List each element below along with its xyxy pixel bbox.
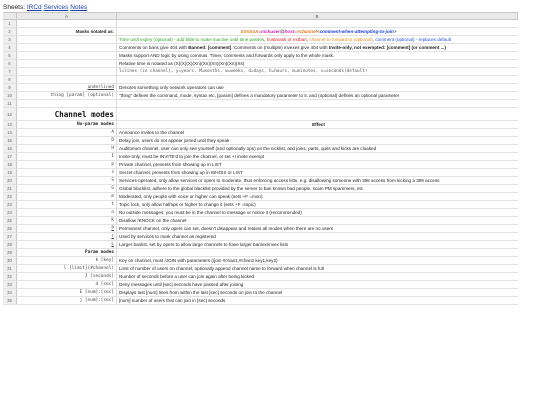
table-row	[3, 169, 518, 177]
separator: @	[279, 29, 285, 34]
cell-a[interactable]: d [sec]	[17, 281, 117, 288]
text-segment: Comments on bans give 404 with	[119, 45, 189, 50]
row-number[interactable]: 14	[3, 129, 17, 136]
cell-a[interactable]: K	[17, 217, 117, 224]
cell-a[interactable]: thing [param] (optional)	[17, 92, 117, 99]
table-row	[3, 185, 518, 193]
table-row	[3, 265, 518, 273]
expiry-token: XXnXnX	[240, 29, 259, 34]
row-number[interactable]: 11	[3, 100, 17, 107]
cell-b[interactable]: Secret channel, prevents from showing up in WHOIS or LIST	[119, 170, 243, 175]
cell-a[interactable]: t	[17, 201, 117, 208]
cell-b[interactable]: Masks support AND logic by using commas. Timer, comments and forwards only apply to the whole mask.	[119, 53, 335, 58]
table-row	[3, 297, 518, 305]
row-number[interactable]: 28	[3, 241, 17, 248]
cell-b[interactable]: Deny messages until [sec] seconds have passed after joining	[119, 282, 244, 287]
row-number[interactable]: 22	[3, 193, 17, 200]
table-row	[3, 233, 518, 241]
text-segment: Invite-only, not exempted: [comment] (or comment ...)	[328, 45, 446, 50]
cell-a[interactable]	[17, 36, 117, 43]
cell-a[interactable]: A	[17, 129, 117, 136]
row-number[interactable]: 27	[3, 233, 17, 240]
row-number[interactable]: 3	[3, 36, 17, 43]
table-row	[3, 137, 518, 145]
table-row	[3, 76, 518, 84]
row-number[interactable]: 23	[3, 201, 17, 208]
cell-a[interactable]	[17, 68, 117, 75]
row-number[interactable]: 6	[3, 60, 17, 67]
sheets-label: Sheets:	[3, 4, 26, 11]
cell-b[interactable]: No outside messages, you must be in the channel to message or notice it (recommended)	[119, 210, 302, 215]
cell-a[interactable]: L	[17, 241, 117, 248]
cell-a[interactable]: D	[17, 137, 117, 144]
host-token: host	[284, 29, 295, 34]
table-row	[3, 44, 518, 52]
cell-b[interactable]	[117, 108, 518, 120]
separator: =	[258, 29, 262, 34]
cell-b[interactable]: Topic lock, only allow halfops or higher to change it (sets +F =topic)	[119, 202, 256, 207]
row-number[interactable]: 18	[3, 161, 17, 168]
channel-token: #channel	[296, 29, 317, 34]
cell-a[interactable]: E [num]:[sec]	[17, 289, 117, 296]
cell-b[interactable]: Displays last [num] lines from within the last [sec] seconds on join to the channel	[119, 290, 283, 295]
column-header-row	[3, 12, 518, 20]
column-heading[interactable]: No-param modes	[17, 121, 117, 128]
cell-a[interactable]: G	[17, 185, 117, 192]
cell-b[interactable]: [num] number of users that can join in [sec] seconds	[119, 298, 226, 303]
row-number[interactable]: 19	[3, 169, 17, 176]
cell-b[interactable]	[117, 100, 518, 107]
cell-b[interactable]: Auditorium channel, user can only see yourself (and optionally ops) on the nicklist, and joins, parts, quits and kicks are cloaked	[119, 146, 377, 151]
row-number[interactable]: 10	[3, 92, 17, 99]
cell-b[interactable]: Delay join, users do not appear joined until they speak	[119, 138, 230, 143]
column-header-a[interactable]: A	[17, 13, 117, 19]
row-number[interactable]: 20	[3, 177, 17, 184]
row-number[interactable]: 1	[3, 20, 17, 27]
cell-a[interactable]: H	[17, 145, 117, 152]
table-row	[3, 217, 518, 225]
row-number[interactable]: 9	[3, 84, 17, 91]
table-row	[3, 68, 518, 76]
cell-b[interactable]: Moderated, only people with voice or higher can speak (sets +F =mon)	[119, 194, 263, 199]
separator: ,	[306, 37, 310, 42]
cell-a[interactable]: J [seconds]	[17, 273, 117, 280]
table-row	[3, 273, 518, 281]
tab-ircd[interactable]: IRCd	[26, 4, 42, 11]
table-row	[3, 249, 518, 257]
cell-a[interactable]: n	[17, 209, 117, 216]
row-number[interactable]: 13	[3, 121, 17, 128]
row-number[interactable]: 24	[3, 209, 17, 216]
cell-a[interactable]: underlined	[17, 84, 117, 91]
cell-a[interactable]: r	[17, 233, 117, 240]
cell-a[interactable]	[17, 76, 117, 83]
table-row	[3, 121, 518, 129]
cell-a[interactable]: j [num]:[sec]	[17, 297, 117, 304]
cell-a[interactable]	[17, 60, 117, 67]
cell-b[interactable]	[117, 249, 518, 256]
cell-b[interactable]: Services-operated, only allow services or opers to moderate, thus enforcing access lists, e.g. disallowing someone with 398 access from kicking a 399 access	[119, 178, 440, 183]
table-row	[3, 161, 518, 169]
spreadsheet-grid	[3, 12, 518, 305]
row-number[interactable]: 35	[3, 297, 17, 304]
table-row	[3, 28, 518, 36]
row-number[interactable]: 25	[3, 217, 17, 224]
cell-a[interactable]	[17, 20, 117, 27]
table-row	[3, 177, 518, 185]
table-row	[3, 129, 518, 137]
row-number[interactable]: 12	[3, 108, 17, 120]
table-row	[3, 52, 518, 60]
cell-a[interactable]	[17, 52, 117, 59]
cell-b[interactable]	[117, 44, 518, 51]
cell-a[interactable]	[17, 44, 117, 51]
separator: =	[294, 29, 297, 34]
cell-a[interactable]: l [limit](#channel)	[17, 265, 117, 272]
cell-b[interactable]: l=lines (in channel), y=years, M=months, w=weeks, d=days, h=hours, m=minutes, s=seconds(default)	[119, 69, 368, 74]
legend-channel: channel to forward to (optional)	[309, 37, 373, 42]
corner-cell[interactable]	[3, 13, 17, 19]
table-row	[3, 153, 518, 161]
table-row	[3, 209, 518, 217]
cell-b[interactable]: Key on channel, must /JOIN with parameters (/join #chan1,#chan2 key1,key2)	[119, 258, 278, 263]
text-segment: . Comments on (multiple) invexes give 404 with	[231, 45, 329, 50]
column-heading[interactable]: Effect	[312, 122, 325, 127]
row-number[interactable]: 2	[3, 28, 17, 35]
tab-notes[interactable]: Notes	[70, 4, 88, 11]
row-number[interactable]: 32	[3, 273, 17, 280]
cell-b[interactable]: Announce invites to the channel	[119, 130, 185, 135]
legend-expiry: Time until expiry (optional) - add tilde to make inactive until time passes	[119, 37, 265, 42]
column-header-b[interactable]: B	[117, 13, 518, 19]
cell-a[interactable]: P	[17, 225, 117, 232]
row-number[interactable]: 15	[3, 137, 17, 144]
cell-b[interactable]	[117, 36, 518, 43]
cell-b[interactable]: Denotes something only network operators can use	[119, 85, 224, 90]
separator: >	[393, 29, 397, 34]
table-row	[3, 193, 518, 201]
tab-services[interactable]: Services	[43, 4, 69, 11]
row-number[interactable]: 16	[3, 145, 17, 152]
table-row	[3, 241, 518, 249]
row-number[interactable]: 4	[3, 44, 17, 51]
cell-a[interactable]: m	[17, 193, 117, 200]
cell-b[interactable]: Private channel, prevents from showing up in LIST	[119, 162, 222, 167]
row-number[interactable]: 17	[3, 153, 17, 160]
cell-b[interactable]: Disallow /KNOCK on the channel	[119, 218, 187, 223]
row-number[interactable]: 7	[3, 68, 17, 75]
nickuser-token: nickuser	[261, 29, 280, 34]
cell-a[interactable]: k [key]	[17, 257, 117, 264]
table-row	[3, 257, 518, 265]
row-number[interactable]: 8	[3, 76, 17, 83]
table-row	[3, 100, 518, 108]
cell-b[interactable]: Permanent channel, only opers can set, doesn't disappear and retains all modes when there are no users	[119, 226, 334, 231]
cell-a[interactable]: S	[17, 177, 117, 184]
table-row	[3, 225, 518, 233]
legend-comment: comment (optional) - replaces default	[375, 37, 452, 42]
cell-a[interactable]: p	[17, 161, 117, 168]
sheets-bar	[3, 3, 87, 12]
table-row	[3, 108, 518, 121]
table-row	[3, 20, 518, 28]
table-row	[3, 84, 518, 92]
cell-b[interactable]: "thing" defines the command, mode, syntax etc, [param] defines a mandatory parameter to it, and (optional) defines an optional parameter	[119, 93, 400, 98]
table-row	[3, 281, 518, 289]
cell-b[interactable]: Invite-only, must be INVITE'd to join the channel, or set +I invite exempt	[119, 154, 265, 159]
table-row	[3, 36, 518, 44]
table-row	[3, 289, 518, 297]
column-heading[interactable]: Param modes	[17, 249, 117, 256]
cell-a[interactable]: I	[17, 153, 117, 160]
row-number[interactable]: 34	[3, 289, 17, 296]
cell-a[interactable]: Masks notated as:	[17, 28, 117, 35]
row-number[interactable]: 26	[3, 225, 17, 232]
row-number[interactable]: 31	[3, 265, 17, 272]
row-number[interactable]: 33	[3, 281, 17, 288]
cell-b[interactable]: Larger banlist, set by opers to allow large channels to have larger ban/ex/invex lists	[119, 242, 289, 247]
legend-hostmask: hostmask or extban	[266, 37, 307, 42]
cell-b[interactable]	[117, 20, 518, 27]
cell-b[interactable]: Used by services to mark channel as registered	[119, 234, 216, 239]
cell-b[interactable]	[117, 76, 518, 83]
row-number[interactable]: 30	[3, 257, 17, 264]
table-row	[3, 145, 518, 153]
cell-a[interactable]	[17, 100, 117, 107]
separator: <	[316, 29, 320, 34]
table-row	[3, 201, 518, 209]
text-segment: Banned: [comment]	[188, 45, 232, 50]
cell-b[interactable]: Number of seconds before a user can join again after being kicked	[119, 274, 255, 279]
separator: ,	[264, 37, 267, 42]
cell-a[interactable]: s	[17, 169, 117, 176]
row-number[interactable]: 21	[3, 185, 17, 192]
separator: ,	[372, 37, 376, 42]
row-number[interactable]: 5	[3, 52, 17, 59]
table-row	[3, 92, 518, 100]
cell-b[interactable]: Relative time is notated as (X)(X)(X)(Xn)(Xn)(Xn)(Xn)(Xn)(Xs)	[119, 61, 245, 66]
cell-b[interactable]	[117, 28, 518, 35]
comment-token: comment-when-attempting-to-join	[319, 29, 394, 34]
table-row	[3, 60, 518, 68]
section-title[interactable]: Channel modes	[17, 108, 117, 120]
cell-b[interactable]: Limit of number of users on channel, optionally append channel name to forward when channel is full	[119, 266, 324, 271]
cell-b[interactable]: Global blacklist, adhere to the global blacklist provided by the server to ban known bad people, scam PM spammers, etc	[119, 186, 364, 191]
row-number[interactable]: 29	[3, 249, 17, 256]
